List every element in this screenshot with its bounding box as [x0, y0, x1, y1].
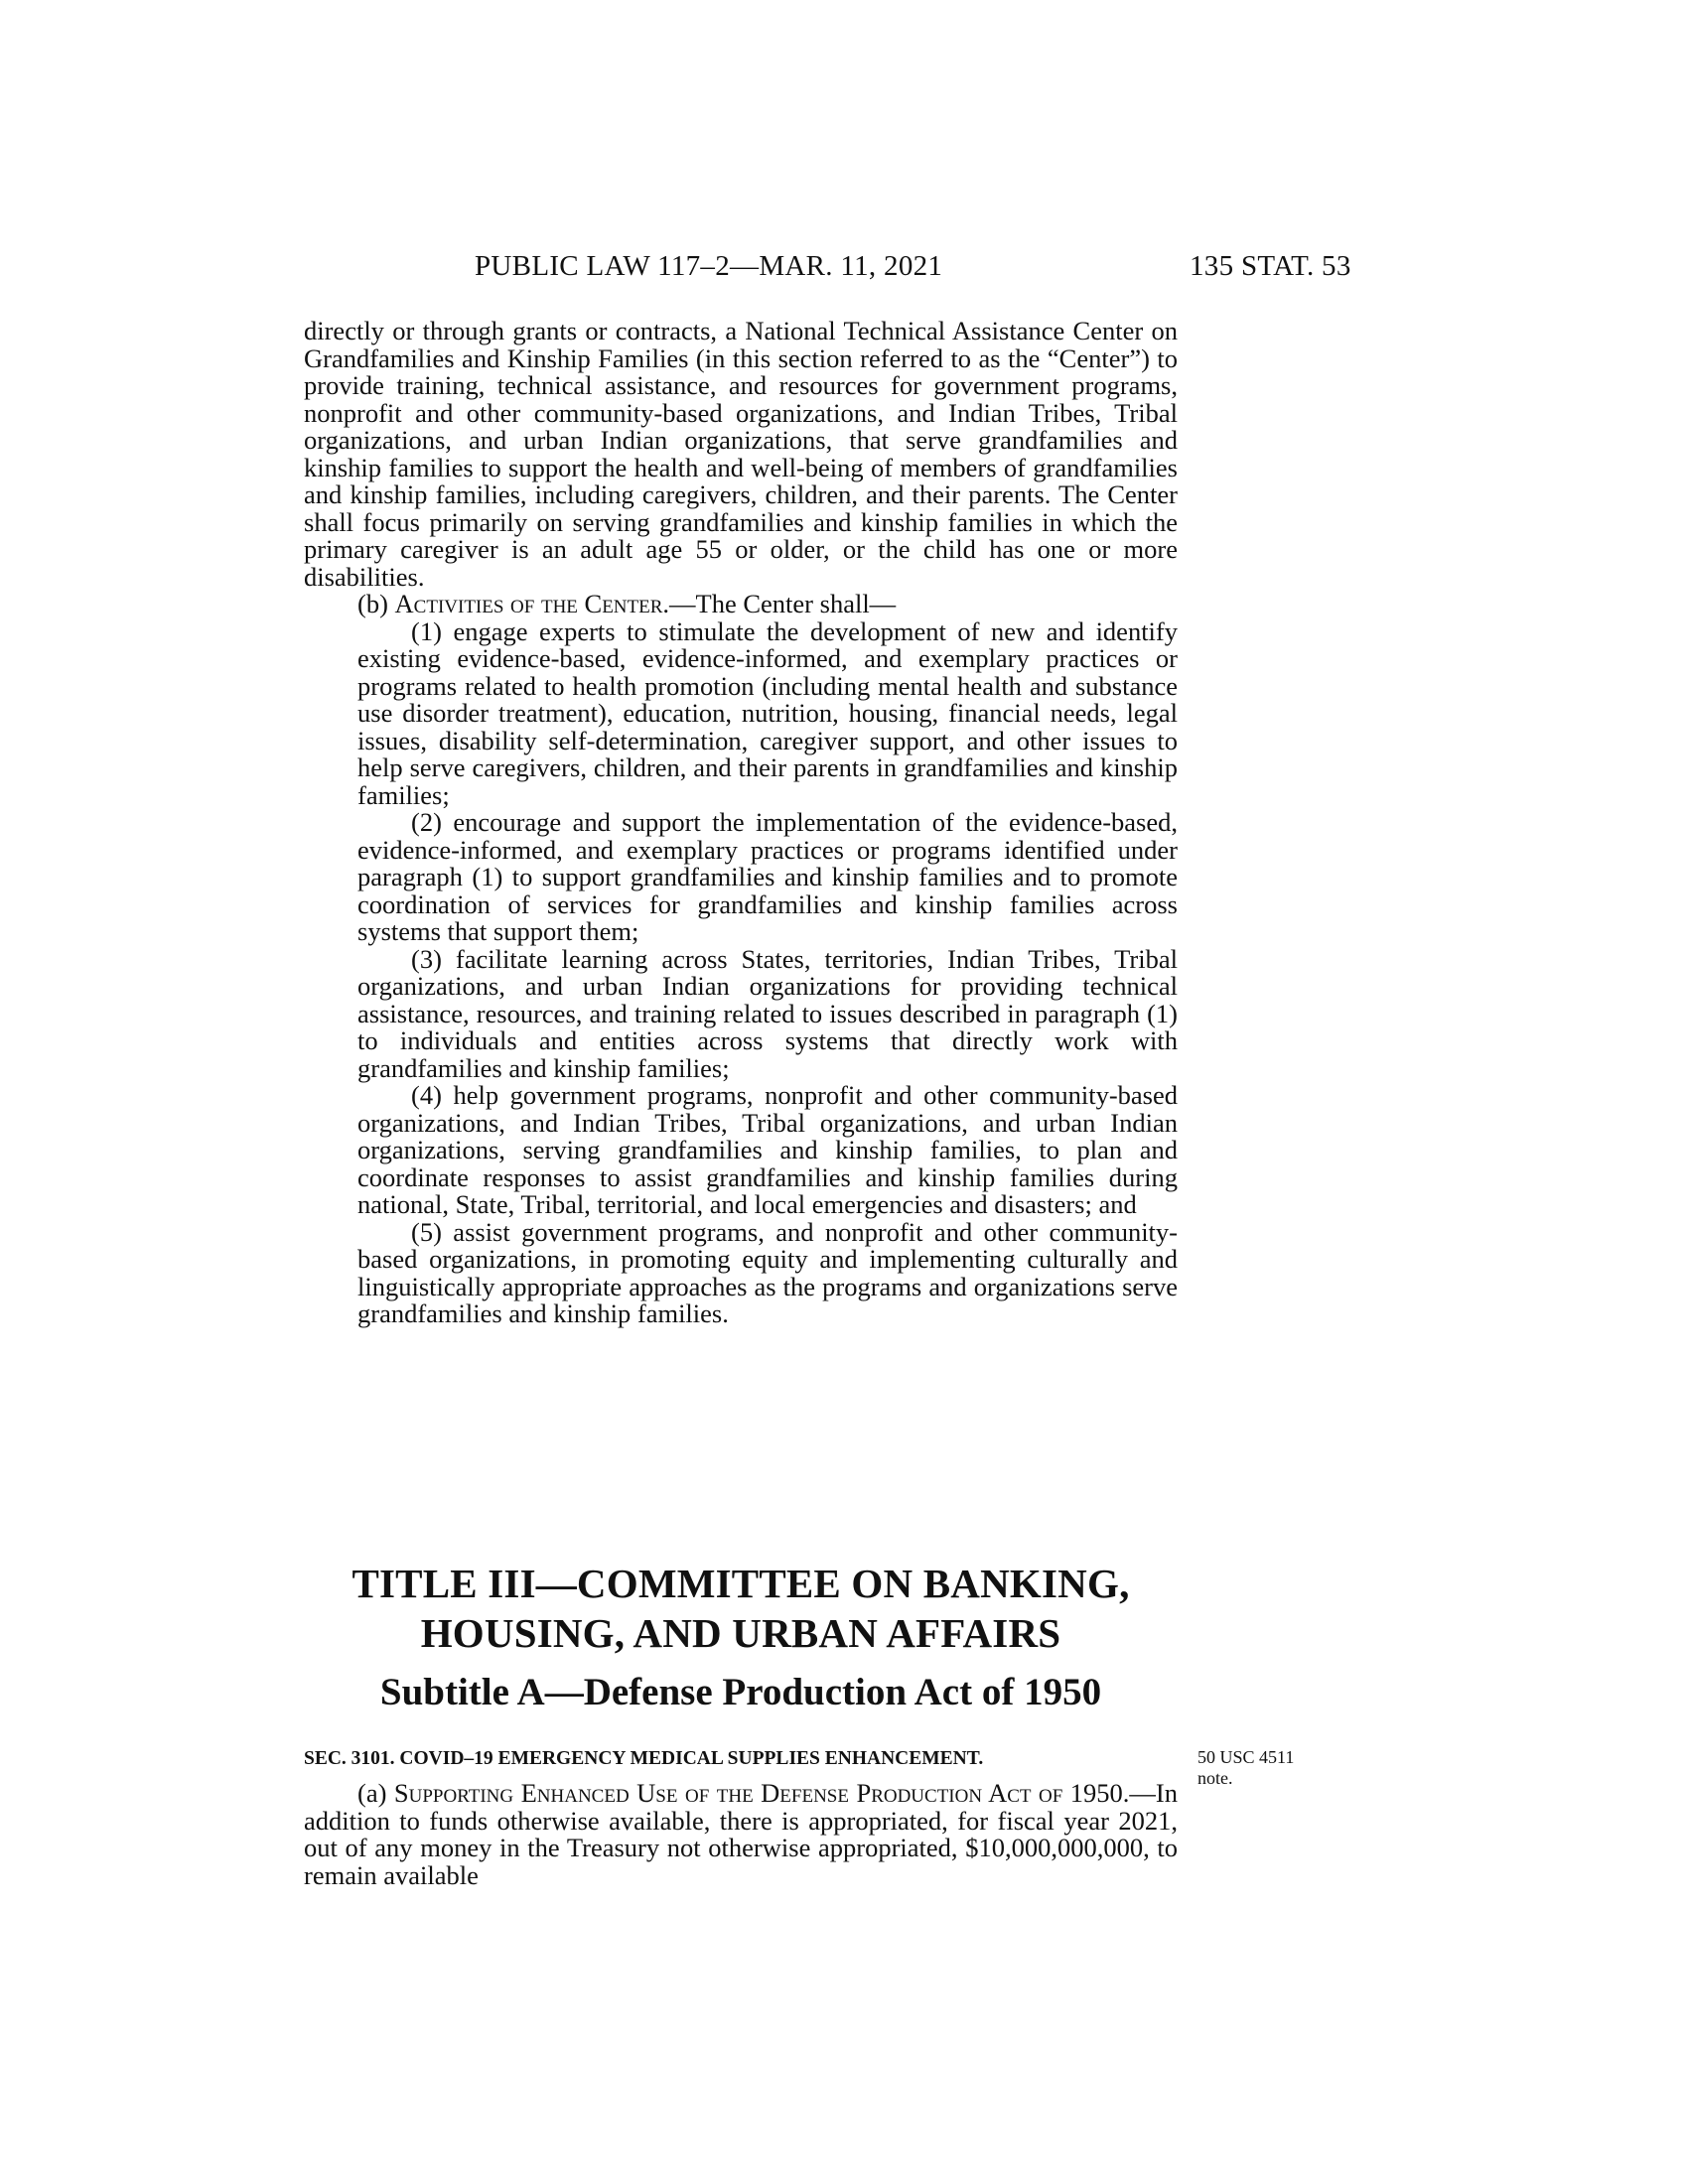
- subtitle-heading: Subtitle A—Defense Production Act of 1950: [379, 1671, 1102, 1713]
- subsection-b-heading: Activities of the Center: [394, 589, 663, 618]
- paragraph-5: (5) assist government programs, and nonprofit and other community-based organizations, in promoting equity and implementing culturally and linguistically appropriate approaches as the programs and organizations serve grandfamilies and kinship families.: [357, 1216, 1178, 1328]
- paragraph-4: (4) help government programs, nonprofit and other community-based organizations, and Indian Tribes, Tribal organizations, and urban Indian organizations, serving grandfamilies and kinship families, to plan and coordinate responses to assist grandfamilies and kinship families during national, State, Tribal, territorial, and local emergencies and disasters; and: [357, 1080, 1178, 1219]
- subsection-b-lead: .—The Center shall—: [662, 589, 897, 618]
- section-text: [304, 1780, 1178, 1889]
- title-heading-line-1: TITLE III—COMMITTEE ON BANKING,: [352, 1561, 1130, 1606]
- title-heading: [304, 1559, 1178, 1658]
- page-number: 135 STAT. 53: [1190, 250, 1351, 282]
- paragraph-2: (2) encourage and support the implementation of the evidence-based, evidence-informed, and exemplary practices or programs identified under paragraph (1) to support grandfamilies and kinship families and to promote coordination of services for grandfamilies and kinship families across systems that support them;: [357, 807, 1178, 946]
- subsection-b-label: (b): [357, 589, 395, 618]
- title-heading-line-2: HOUSING, AND URBAN AFFAIRS: [420, 1610, 1061, 1656]
- subsection-b: [304, 591, 1178, 618]
- subsection-a-label: (a): [357, 1778, 394, 1808]
- subsection-a-heading: Supporting Enhanced Use of the Defense Production Act of 1950: [393, 1778, 1123, 1808]
- margin-citation-note: 50 USC 4511 note.: [1197, 1747, 1295, 1788]
- subsection-a-text: .—In addition to funds otherwise available, there is appropriated, for fiscal year 2021, out of any money in the Treasury not otherwise appropriated, $10,000,000,000, to remain available: [304, 1778, 1178, 1890]
- section-heading: SEC. 3101. COVID–19 EMERGENCY MEDICAL SUPPLIES ENHANCEMENT.: [304, 1748, 984, 1769]
- paragraph-1: (1) engage experts to stimulate the development of new and identify existing evidence-based, evidence-informed, and exemplary practices or programs related to health promotion (including mental health and substance use disorder treatment), education, nutrition, housing, financial needs, legal issues, disability self-determination, caregiver support, and other issues to help serve caregivers, children, and their parents in grandfamilies and kinship families;: [357, 615, 1178, 810]
- paragraph-3: (3) facilitate learning across States, territories, Indian Tribes, Tribal organizations, and urban Indian organizations for providing technical assistance, resources, and training related to issues described in paragraph (1) to individuals and entities across systems that directly work with grandfamilies and kinship families;: [357, 943, 1178, 1083]
- main-text: [304, 318, 1178, 1328]
- running-header-title: PUBLIC LAW 117–2—MAR. 11, 2021: [475, 250, 943, 282]
- subsection-a: [304, 1780, 1178, 1889]
- intro-paragraph: directly or through grants or contracts, a National Technical Assistance Center on Grandfamilies and Kinship Families (in this section referred to as the “Center”) to provide training, technical assistance, and resources for government programs, nonprofit and other community-based organizations, and Indian Tribes, Tribal organizations, and urban Indian organizations, that serve grandfamilies and kinship families to support the health and well-being of members of grandfamilies and kinship families, including caregivers, children, and their parents. The Center shall focus primarily on serving grandfamilies and kinship families in which the primary caregiver is an adult age 55 or older, or the child has one or more disabilities.: [304, 316, 1178, 592]
